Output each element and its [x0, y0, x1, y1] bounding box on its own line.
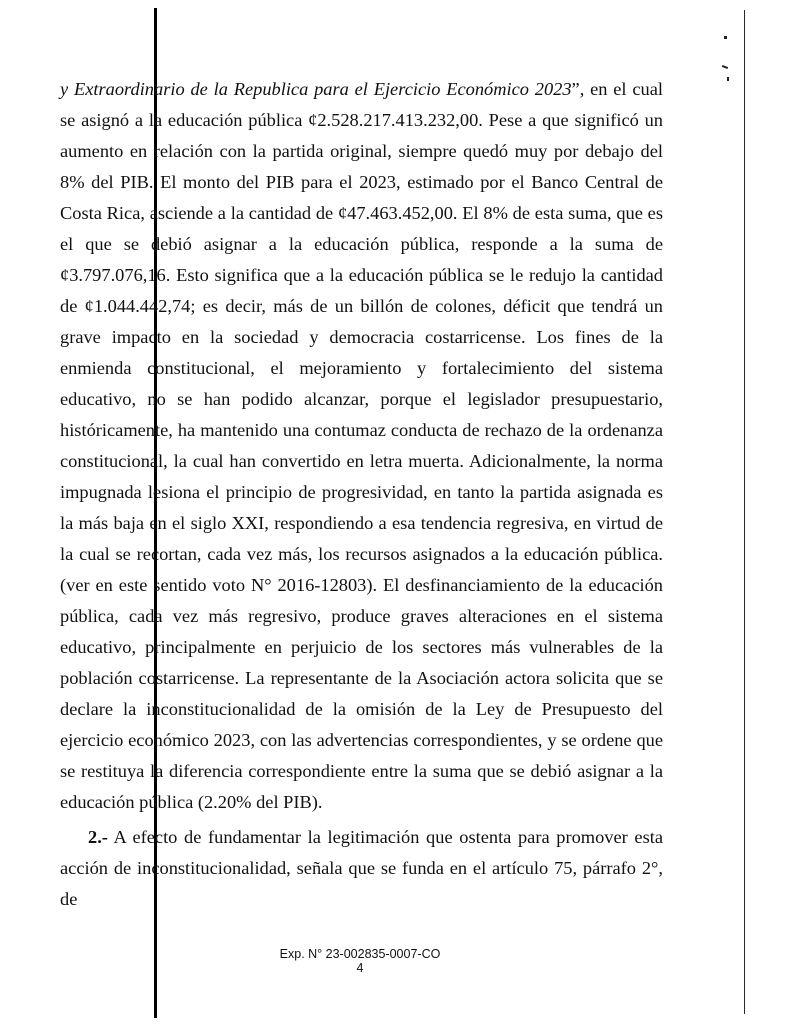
scan-bar-right: [744, 10, 745, 1014]
paragraph-2-number: 2.-: [88, 827, 108, 847]
paragraph-1: [60, 74, 663, 818]
page-footer: [250, 947, 470, 975]
scan-speck: [727, 77, 729, 81]
page-number: 4: [356, 961, 364, 975]
scan-speck: [724, 36, 727, 39]
body-text: [60, 74, 663, 915]
scan-speck: [722, 65, 728, 69]
paragraph-2-text: A efecto de fundamentar la legitimación que ostenta para promover esta acción de inconstitucionalidad, señala que se funda en el artículo 75, párrafo 2°, de: [60, 827, 663, 909]
paragraph-1-text: ”, en el cual se asignó a la educación pública ¢2.528.217.413.232,00. Pese a que significó un aumento en relación con la partida original, siempre quedó muy por debajo del 8% del PIB. El monto del PIB para el 2023, estimado por el Banco Central de Costa Rica, asciende a la cantidad de ¢47.463.452,00. El 8% de esta suma, que es el que se debió asignar a la educación pública, responde a la suma de ¢3.797.076,16. Esto significa que a la educación pública se le redujo la cantidad de ¢1.044.442,74; es decir, más de un billón de colones, déficit que tendrá un grave impacto en la sociedad y democracia costarricense. Los fines de la enmienda constitucional, el mejoramiento y fortalecimiento del sistema educativo, no se han podido alcanzar, porque el legislador presupuestario, históricamente, ha mantenido una contumaz conducta de rechazo de la ordenanza constitucional, la cual han convertido en letra muerta. Adicionalmente, la norma impugnada lesiona el principio de progresividad, en tanto la partida asignada es la más baja en el siglo XXI, respondiendo a esa tendencia regresiva, en virtud de la cual se recortan, cada vez más, los recursos asignados a la educación pública. (ver en este sentido voto N° 2016-12803). El desfinanciamiento de la educación pública, cada vez más regresivo, produce graves alteraciones en el sistema educativo, principalmente en perjuicio de los sectores más vulnerables de la población costarricense. La representante de la Asociación actora solicita que se declare la inconstitucionalidad de la omisión de la Ley de Presupuesto del ejercicio económico 2023, con las advertencias correspondientes, y se ordene que se restituya la diferencia correspondiente entre la suma que se debió asignar a la educación pública (2.20% del PIB).: [60, 79, 663, 812]
case-number: Exp. N° 23-002835-0007-CO: [279, 947, 441, 961]
paragraph-2: [60, 822, 663, 915]
law-title-italic: y Extraordinario de la Republica para el Ejercicio Económico 2023: [60, 79, 572, 99]
